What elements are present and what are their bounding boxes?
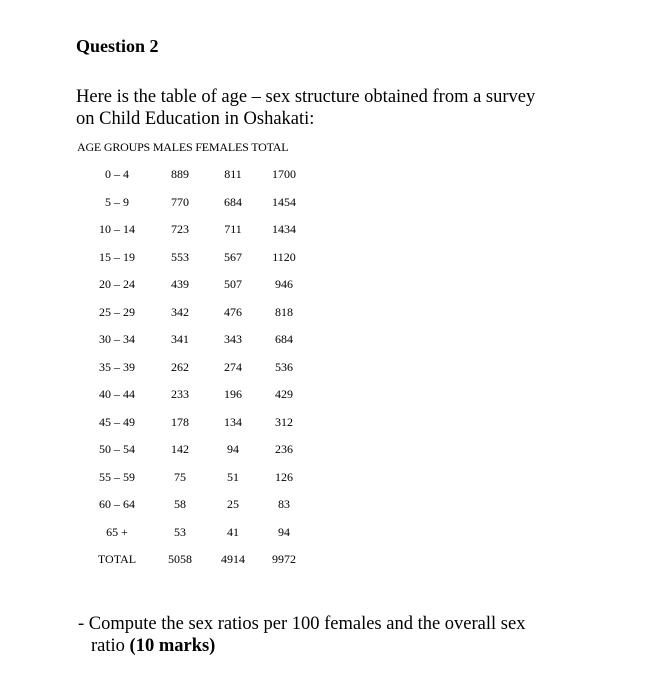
- table-header: [77, 140, 288, 154]
- males-cell: 553: [171, 249, 189, 264]
- males-cell: 342: [171, 304, 189, 319]
- total-cell: 9972: [272, 552, 296, 566]
- total-cell: 126: [275, 469, 293, 484]
- males-cell: 341: [171, 332, 189, 346]
- females-cell: 684: [224, 194, 242, 209]
- females-cell: 25: [227, 497, 239, 511]
- males-cell: 75: [174, 469, 186, 484]
- females-cell: 94: [227, 442, 239, 456]
- age-group-cell: 10 – 14: [99, 222, 135, 236]
- header-males: MALES: [152, 140, 193, 154]
- age-group-cell: 25 – 29: [99, 304, 135, 319]
- age-group-cell: 55 – 59: [99, 469, 135, 484]
- males-cell: 770: [171, 194, 189, 209]
- males-cell: 439: [171, 277, 189, 291]
- total-cell: 83: [278, 497, 290, 511]
- total-cell: 1120: [272, 249, 296, 264]
- header-females: FEMALES: [195, 140, 249, 154]
- age-group-cell: 30 – 34: [99, 332, 135, 346]
- females-cell: 476: [224, 304, 242, 319]
- females-cell: 711: [224, 222, 242, 236]
- males-cell: 5058: [168, 552, 192, 566]
- age-group-cell: 20 – 24: [99, 277, 135, 291]
- males-cell: 58: [174, 497, 186, 511]
- females-cell: 343: [224, 332, 242, 346]
- intro-line-2: on Child Education in Oshakati:: [76, 109, 315, 129]
- intro-line-1: Here is the table of age – sex structure obtained from a survey: [76, 87, 536, 107]
- females-cell: 51: [227, 469, 239, 484]
- females-cell: 134: [224, 414, 242, 429]
- females-cell: 196: [224, 387, 242, 401]
- total-cell: 94: [278, 524, 290, 539]
- males-cell: 142: [171, 442, 189, 456]
- age-group-cell: 45 – 49: [99, 414, 135, 429]
- total-cell: 1454: [272, 194, 296, 209]
- age-group-cell: 0 – 4: [105, 167, 129, 181]
- males-cell: 233: [171, 387, 189, 401]
- females-cell: 4914: [221, 552, 245, 566]
- males-cell: 889: [171, 167, 189, 181]
- females-cell: 567: [224, 249, 242, 264]
- total-cell: 312: [275, 414, 293, 429]
- question-intro: [76, 86, 596, 130]
- age-group-cell: 60 – 64: [99, 497, 135, 511]
- total-cell: 236: [275, 442, 293, 456]
- age-group-cell: TOTAL: [97, 552, 137, 566]
- females-cell: 811: [224, 167, 242, 181]
- total-cell: 946: [275, 277, 293, 291]
- females-cell: 274: [224, 359, 242, 374]
- task-instruction: [78, 613, 598, 657]
- total-cell: 429: [275, 387, 293, 401]
- total-cell: 818: [275, 304, 293, 319]
- total-cell: 684: [275, 332, 293, 346]
- males-cell: 178: [171, 414, 189, 429]
- males-cell: 53: [174, 524, 186, 539]
- total-cell: 536: [275, 359, 293, 374]
- females-cell: 41: [227, 524, 239, 539]
- age-group-cell: 40 – 44: [99, 387, 135, 401]
- marks-label: (10 marks): [129, 636, 216, 656]
- task-line-1: - Compute the sex ratios per 100 females and the overall sex: [78, 614, 526, 634]
- header-total: TOTAL: [251, 140, 289, 154]
- males-cell: 262: [171, 359, 189, 374]
- question-title: Question 2: [76, 36, 159, 56]
- females-cell: 507: [224, 277, 242, 291]
- age-group-cell: 35 – 39: [99, 359, 135, 374]
- age-group-cell: 50 – 54: [99, 442, 135, 456]
- total-cell: 1700: [272, 167, 296, 181]
- age-group-cell: 15 – 19: [99, 249, 135, 264]
- task-line-2: ratio: [91, 636, 130, 656]
- age-group-cell: 5 – 9: [105, 194, 129, 209]
- males-cell: 723: [171, 222, 189, 236]
- age-group-cell: 65 +: [106, 524, 128, 539]
- header-age-groups: AGE GROUPS: [77, 140, 151, 154]
- total-cell: 1434: [272, 222, 296, 236]
